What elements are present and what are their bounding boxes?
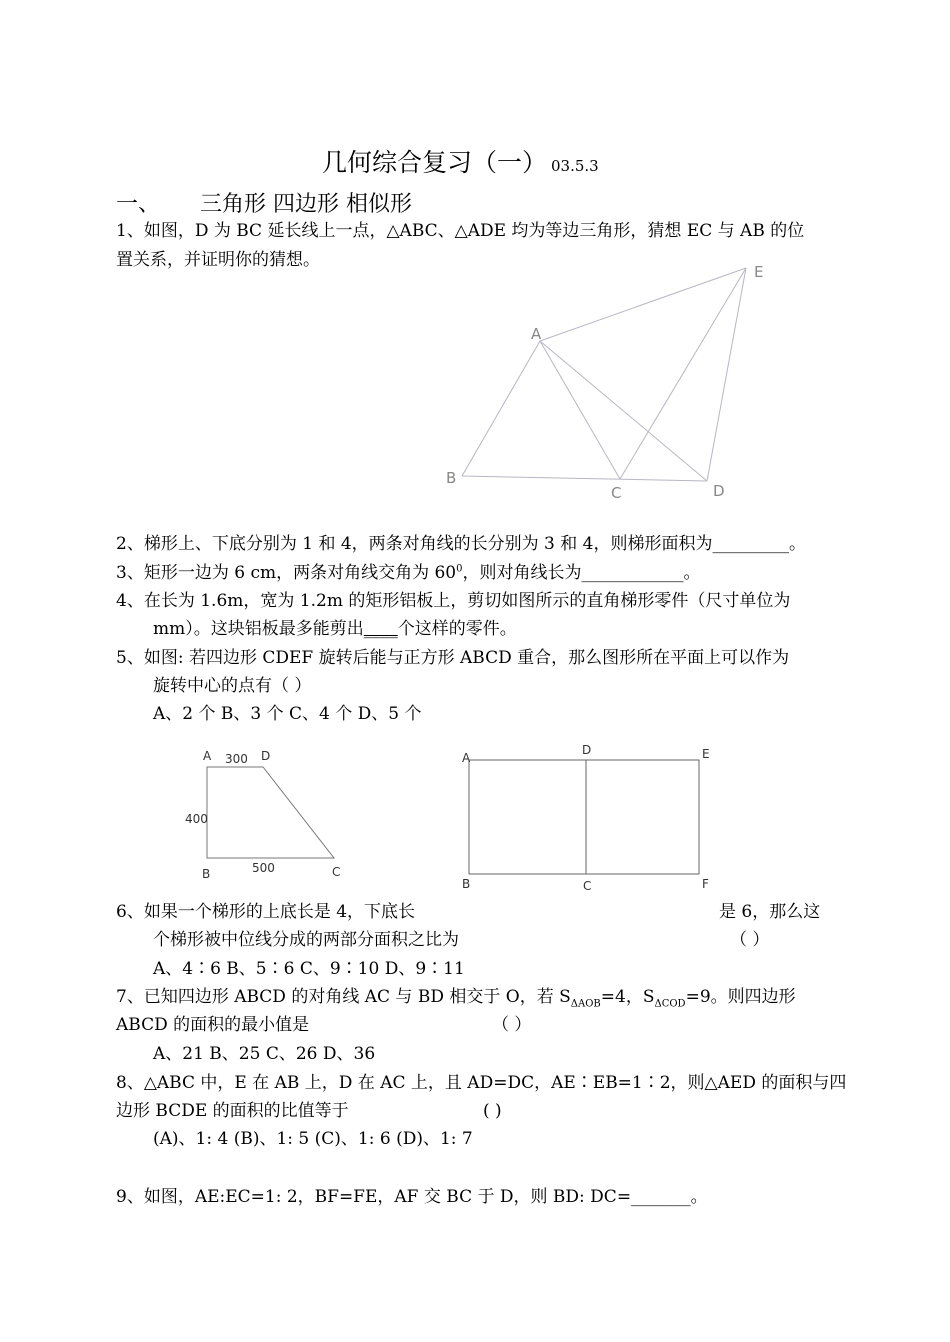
trap-bottom-length: 500 [252, 861, 275, 875]
q1-line2: 置关系，并证明你的猜想。 [116, 250, 320, 270]
q4-trapezoid-figure [180, 742, 350, 884]
segment-ac [540, 341, 620, 479]
q7-mid: =4，S [600, 987, 655, 1007]
q3-pre: 3、矩形一边为 6 cm，两条对角线交角为 60 [116, 563, 457, 583]
trap-top-length: 300 [225, 752, 248, 766]
q6-line2a: 个梯形被中位线分成的两部分面积之比为 [153, 930, 459, 950]
q5-options: A、2 个 B、3 个 C、4 个 D、5 个 [153, 704, 422, 724]
squares-outline [469, 760, 699, 874]
title-text: 几何综合复习（一） [322, 148, 548, 177]
q9-line [116, 1187, 708, 1207]
q7-line1-post: =9。则四边形 [685, 987, 796, 1007]
q2-blank: _________ [712, 534, 790, 554]
q9-text: 9、如图，AE:EC=1: 2，BF=FE，AF 交 BC 于 D，则 BD: DC= [116, 1187, 632, 1207]
q7-sub-aob: ΔAOB [570, 998, 601, 1010]
q6-answer-paren: （ ） [730, 930, 770, 950]
trap-left-length: 400 [185, 812, 208, 826]
q3-end: 。 [683, 563, 701, 583]
q8-line2a: 边形 BCDE 的面积的比值等于 [116, 1101, 349, 1121]
q9-blank: _______ [631, 1187, 691, 1207]
trapezoid-shape [207, 767, 334, 858]
q4-line2-pre: mm）。这块铝板最多能剪出 [153, 619, 364, 639]
section-title: 三角形 四边形 相似形 [200, 192, 413, 217]
q2-text: 2、梯形上、下底分别为 1 和 4，两条对角线的长分别为 3 和 4，则梯形面积为 [116, 534, 713, 554]
section-heading [116, 187, 412, 218]
q8-answer-paren: ( ) [483, 1101, 502, 1121]
sq-label-d: D [582, 744, 592, 757]
q4-line2 [153, 619, 517, 639]
q2-end: 。 [789, 534, 807, 554]
q5-squares-figure [458, 744, 716, 892]
q8-line1: 8、△ABC 中，E 在 AB 上，D 在 AC 上，且 AD=DC，AE∶EB=1∶2，则△AED 的面积与四 [116, 1073, 847, 1093]
section-number: 一、 [116, 192, 161, 217]
q6-line1b: 是 6，那么这 [719, 902, 821, 922]
label-a: A [531, 325, 542, 343]
q3-blank: ____________ [581, 563, 684, 583]
sq-label-c: C [583, 879, 592, 892]
segment-ad [540, 341, 707, 481]
q9-end: 。 [690, 1187, 708, 1207]
q7-options: A、21 B、25 C、26 D、36 [153, 1044, 376, 1064]
q4-line2-post: 个这样的零件。 [397, 619, 517, 639]
q3-line [116, 563, 701, 583]
q3-degree: 0 [456, 563, 463, 575]
sq-label-b: B [462, 877, 471, 891]
q7-line2a: ABCD 的面积的最小值是 [116, 1015, 310, 1035]
label-e: E [754, 263, 764, 281]
q1-figure [430, 255, 780, 510]
label-c: C [611, 484, 622, 502]
q6-line1a: 6、如果一个梯形的上底长是 4，下底长 [116, 902, 416, 922]
q6-options: A、4∶6 B、5∶6 C、9∶10 D、9∶11 [153, 959, 465, 979]
segment-bd [462, 476, 707, 481]
q1-line1: 1、如图，D 为 BC 延长线上一点，△ABC、△ADE 均为等边三角形，猜想 EC 与 AB 的位 [116, 221, 805, 241]
sq-label-a: A [462, 751, 471, 765]
q3-post: ，则对角线长为 [462, 563, 582, 583]
label-b: B [446, 469, 457, 487]
q7-line1-pre: 7、已知四边形 ABCD 的对角线 AC 与 BD 相交于 O，若 S [116, 987, 571, 1007]
label-d: D [713, 482, 725, 500]
q7-answer-paren: （ ） [492, 1015, 532, 1035]
trap-label-c: C [332, 865, 341, 879]
q4-line1: 4、在长为 1.6m，宽为 1.2m 的矩形铝板上，剪切如图所示的直角梯形零件（尺寸单位为 [116, 591, 791, 611]
trap-label-b: B [202, 867, 211, 881]
q8-options: (A)、1: 4 (B)、1: 5 (C)、1: 6 (D)、1: 7 [153, 1129, 473, 1149]
sq-label-e: E [702, 747, 710, 761]
q4-blank: ____ [363, 619, 398, 639]
q7-sub-cod: ΔCOD [654, 998, 686, 1010]
segment-ae [540, 268, 746, 341]
trap-label-d: D [261, 749, 271, 763]
q7-line1 [116, 987, 796, 1010]
q2-line [116, 534, 806, 554]
date-text: 03.5.3 [551, 157, 599, 175]
sq-label-f: F [702, 877, 709, 891]
trap-label-a: A [203, 749, 212, 763]
q5-line1: 5、如图: 若四边形 CDEF 旋转后能与正方形 ABCD 重合，那么图形所在平面上可以作为 [116, 648, 790, 668]
q5-line2: 旋转中心的点有（ ） [153, 676, 312, 696]
page-title [322, 143, 599, 179]
segment-ab [462, 341, 540, 476]
